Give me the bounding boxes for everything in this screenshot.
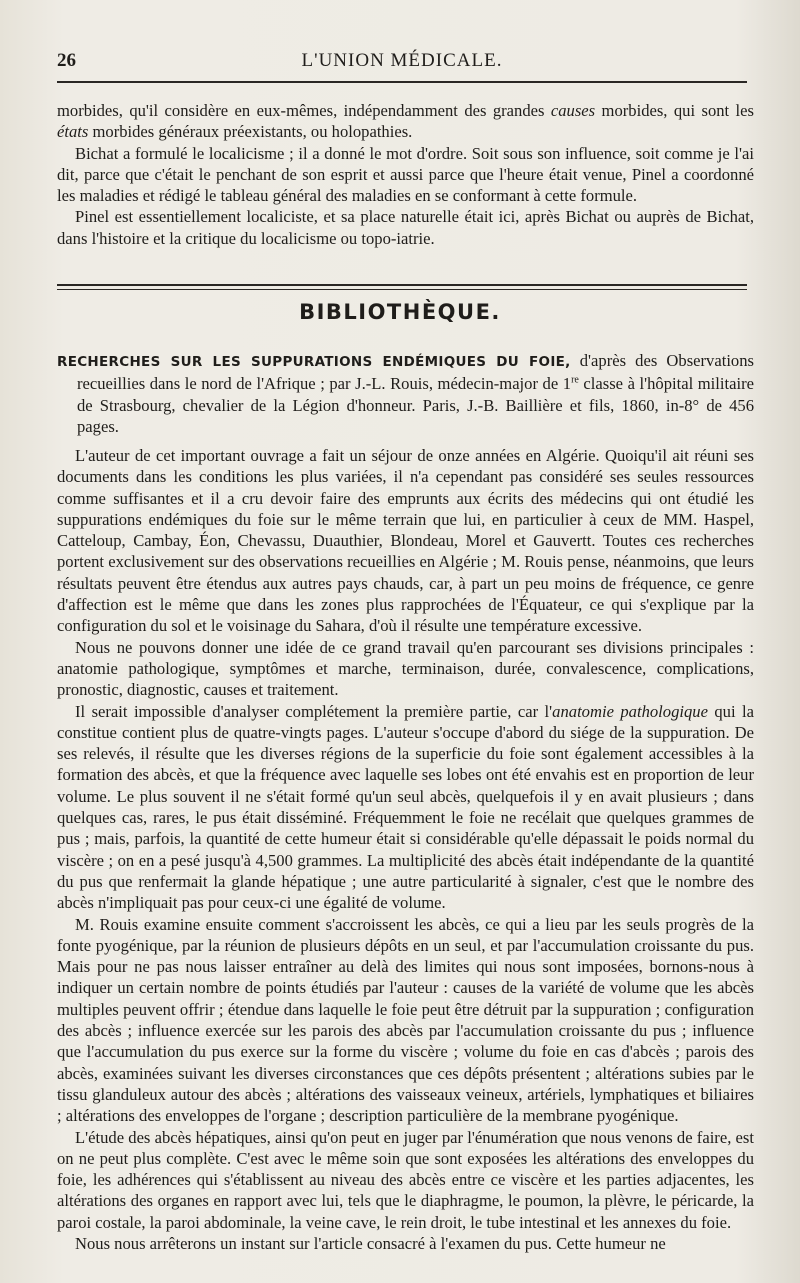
header-rule bbox=[57, 81, 747, 83]
running-title: L'UNION MÉDICALE. bbox=[301, 50, 503, 71]
section-rule-top bbox=[57, 284, 747, 286]
paragraph: L'étude des abcès hépatiques, ainsi qu'on peut en juger par l'énumération que nous venons de faire, est on ne peut plus complète. C'est avec le même soin que sont exposées les altérations des enveloppes du foie, les adhérences qui s'établissent au niveau des abcès entre ce viscère et les parties adjacentes, les altérations des organes en rapport avec lui, tels que le diaphragme, le poumon, la plèvre, le péricarde, la paroi costale, la paroi abdominale, la veine cave, le rein droit, le tube intestinal et les annexes du foie. bbox=[57, 1127, 754, 1232]
book-reference: RECHERCHES SUR LES SUPPURATIONS ENDÉMIQUES DU FOIE, d'après des Observations recueillies dans le nord de l'Afrique ; par J.-L. Rouis, médecin-major de 1re classe à l'hôpital militaire de Strasbourg, chevalier de la Légion d'honneur. Paris, J.-B. Baillière et fils, 1860, in-8° de 456 pages. bbox=[57, 351, 754, 436]
paragraph: Il serait impossible d'analyser complétement la première partie, car l'anatomie pathologique qui la constitue contient plus de quatre-vingts pages. L'auteur s'occupe d'abord du siége de la suppuration. De ses relevés, il résulte que les diverses régions de la superficie du foie sont également accessibles à la formation des abcès, et que la fréquence avec laquelle ses lobes ont été envahis est en proportion de leur volume. Le plus souvent il ne s'était formé qu'un seul abcès, quelquefois il y en avait plusieurs ; dans quelques cas, rares, le pus était disséminé. Fréquemment le foie ne recélait que quelques grammes de pus ; mais, parfois, la quantité de cette humeur était si considérable qu'elle dépassait le poids normal du viscère ; on en a pesé jusqu'à 4,500 grammes. La multiplicité des abcès était indépendante de la quantité du pus que renfermait la glande hépatique ; une autre particularité à signaler, c'est que le nombre des abcès n'impliquait pas pour ceux-ci une égalité de volume. bbox=[57, 701, 754, 913]
reference-block bbox=[57, 350, 754, 437]
paragraph: Nous ne pouvons donner une idée de ce grand travail qu'en parcourant ses divisions principales : anatomie pathologique, symptômes et marche, terminaison, durée, convalescence, complications, pronostic, diagnostic, causes et traitement. bbox=[57, 637, 754, 700]
section-title: BIBLIOTHÈQUE. bbox=[299, 300, 501, 324]
page-header bbox=[57, 50, 747, 78]
review-text bbox=[57, 445, 754, 1254]
paragraph: L'auteur de cet important ouvrage a fait un séjour de onze années en Algérie. Quoiqu'il ait réuni ses documents dans les conditions les plus variées, il n'a cependant pas considéré ses seules ressources comme suffisantes et il a cru devoir faire des emprunts aux écrits des médecins qui ont étudié les suppurations endémiques du foie sur le même terrain que lui, en particulier à ceux de MM. Haspel, Catteloup, Cambay, Éon, Chevassu, Duauthier, Blondeau, Morel et Gauvertt. Toutes ces recherches portent exclusivement sur des observations recueillies en Algérie ; M. Rouis pense, néanmoins, que leurs résultats peuvent être étendus aux autres pays chauds, car, à part un peu moins de fréquence, ce genre d'affection est le même que dans les zones plus rapprochées de l'Équateur, ce qui s'explique par la configuration du sol et le voisinage du Sahara, d'où il résulte une température excessive. bbox=[57, 446, 754, 636]
top-section bbox=[57, 100, 754, 249]
book-title: RECHERCHES SUR LES SUPPURATIONS ENDÉMIQUES DU FOIE, bbox=[57, 354, 571, 370]
paragraph: morbides, qu'il considère en eux-mêmes, indépendamment des grandes causes morbides, qui sont les états morbides généraux préexistants, ou holopathies. bbox=[57, 101, 754, 142]
paragraph: Nous nous arrêterons un instant sur l'article consacré à l'examen du pus. Cette humeur ne bbox=[75, 1233, 666, 1253]
page-number: 26 bbox=[57, 50, 76, 71]
paragraph: M. Rouis examine ensuite comment s'accroissent les abcès, ce qui a lieu par les seuls progrès de la fonte pyogénique, par la réunion de plusieurs dépôts en un seul, et par l'accumulation croissante du pus. Mais pour ne pas nous laisser entraîner au delà des limites qui nous sont imposées, bornons-nous à indiquer un certain nombre de points étudiés par l'auteur : causes de la variété de volume que les abcès multiples peuvent offrir ; étendue dans laquelle le foie peut être détruit par la suppuration ; configuration des abcès ; influence exercée sur les parois des abcès par l'accumulation croissante du pus ; influence que l'accumulation du pus exerce sur la forme du viscère ; volume du foie en cas d'abcès ; parois des abcès, examinées suivant les diverses circonstances que ces dépôts présentent ; altérations subies par le tissu glanduleux autour des abcès ; altérations des vaisseaux veineux, artériels, lymphatiques et biliaires ; altérations des enveloppes de l'organe ; description particulière de la membrane pyogénique. bbox=[57, 914, 754, 1126]
section-rule-bottom bbox=[57, 289, 747, 290]
paragraph: Pinel est essentiellement localiciste, et sa place naturelle était ici, après Bichat ou auprès de Bichat, dans l'histoire et la critique du localicisme ou topo-iatrie. bbox=[57, 207, 754, 248]
paragraph: Bichat a formulé le localicisme ; il a donné le mot d'ordre. Soit sous son influence, soit comme je l'ai dit, parce que c'était le penchant de son esprit et aussi parce que l'heure était venue, Pinel a coordonné les maladies et rédigé le tableau général des maladies en se conformant à cette formule. bbox=[57, 143, 754, 206]
